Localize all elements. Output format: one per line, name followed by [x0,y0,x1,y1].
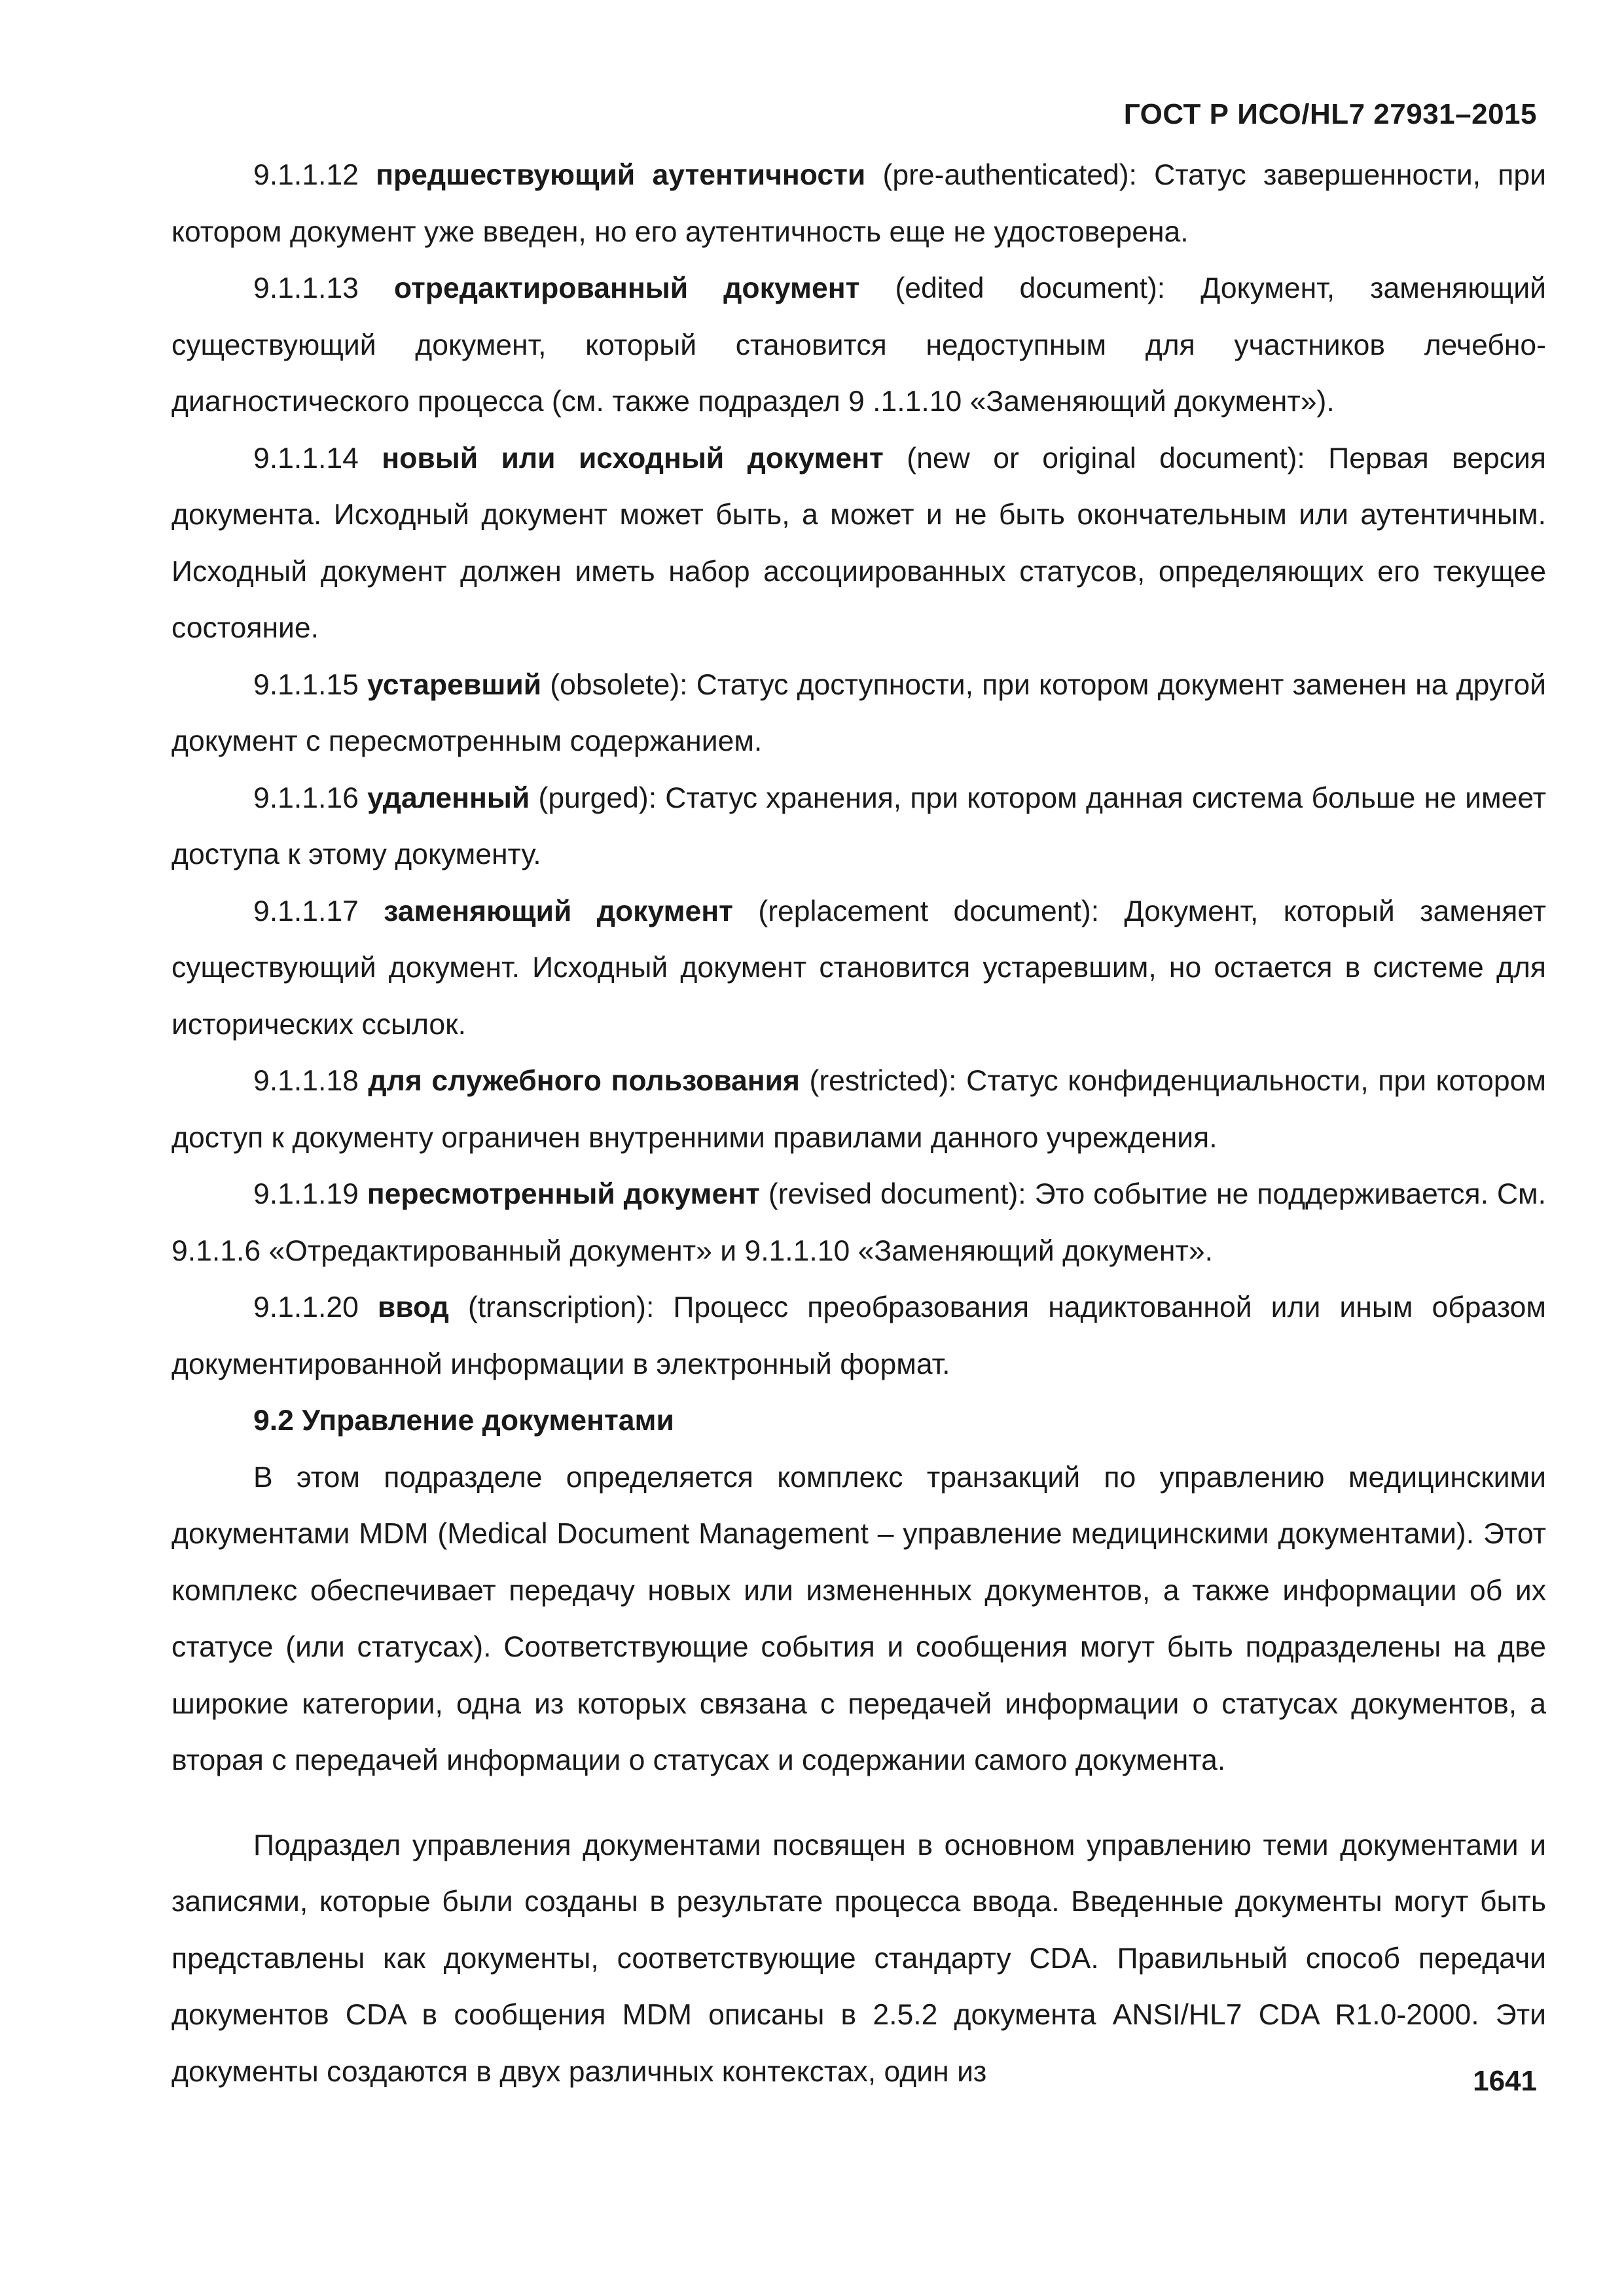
definition-text: (replacement document): Документ, который заменяет существующий документ. Исходный документ становится устаревшим, но остается в системе для исторических ссылок. [171,895,1546,1041]
definition-number: 9.1.1.15 [253,668,359,701]
definition-text: (purged): Статус хранения, при котором данная система больше не имеет доступа к этому документу. [171,781,1546,870]
definition-number: 9.1.1.18 [253,1065,359,1097]
definition-term: удаленный [367,781,530,814]
definition-number: 9.1.1.16 [253,781,359,814]
definition-term: ввод [377,1291,449,1323]
definition-number: 9.1.1.19 [253,1178,359,1210]
section-paragraph: В этом подразделе определяется комплекс транзакций по управлению медицинскими документами MDM (Medical Document Management – управление медицинскими документами). Этот комплекс обеспечивает передачу новых или измененных документов, а также информации об их статусе (или статусах). Соответствующие события и сообщения могут быть подразделены на две широкие категории, одна из которых связана с передачей информации о статусах документов, а вторая с передачей информации о статусах и содержании самого документа. [171,1461,1546,1776]
definition-9-1-1-14 [171,431,1546,657]
page-number: 1641 [1473,2065,1537,2097]
definition-text: (restricted): Статус конфиденциальности, при котором доступ к документу ограничен внутренними правилами данного учреждения. [171,1065,1546,1154]
definition-9-1-1-15 [171,657,1546,770]
section-heading: 9.2 Управление документами [253,1405,674,1437]
definition-number: 9.1.1.17 [253,895,359,927]
definition-number: 9.1.1.13 [253,272,359,304]
definition-text: (pre-authenticated): Статус завершенности, при котором документ уже введен, но его аутентичность еще не удостоверена. [171,159,1546,248]
definition-9-1-1-18 [171,1053,1546,1166]
definition-text: (transcription): Процесс преобразования надиктованной или иным образом документированной информации в электронный формат. [171,1291,1546,1380]
definition-text: (revised document): Это событие не поддерживается. См. 9.1.1.6 «Отредактированный документ» и 9.1.1.10 «Заменяющий документ». [171,1178,1546,1267]
section-paragraph: Подраздел управления документами посвящен в основном управлению теми документами и записями, которые были созданы в результате процесса ввода. Введенные документы могут быть представлены как документы, соответствующие стандарту CDA. Правильный способ передачи документов CDA в сообщения MDM описаны в 2.5.2 документа ANSI/HL7 CDA R1.0-2000. Эти документы создаются в двух различных контекстах, один из [171,1829,1546,2088]
definition-number: 9.1.1.20 [253,1291,359,1323]
definition-9-1-1-20 [171,1280,1546,1393]
definition-text: (edited document): Документ, заменяющий существующий документ, который становится недоступным для участников лечебно-диагностического процесса (см. также подраздел 9 .1.1.10 «Заменяющий документ»). [171,272,1546,418]
definition-9-1-1-13 [171,260,1546,431]
definition-term: новый или исходный документ [382,442,884,475]
definition-term: устаревший [367,668,542,701]
page-header-doc-id: ГОСТ Р ИСО/HL7 27931–2015 [1123,98,1537,130]
definition-term: отредактированный документ [393,272,860,304]
definition-number: 9.1.1.14 [253,442,359,475]
definition-9-1-1-16 [171,770,1546,884]
definition-9-1-1-19 [171,1166,1546,1280]
page-body [171,147,1546,2100]
definition-term: пересмотренный документ [367,1178,760,1210]
definition-9-1-1-17 [171,884,1546,1054]
definition-term: заменяющий документ [384,895,733,927]
definition-text: (obsolete): Статус доступности, при котором документ заменен на другой документ с пересмотренным содержанием. [171,668,1546,757]
definition-text: (new or original document): Первая версия документа. Исходный документ может быть, а может и не быть окончательным или аутентичным. Исходный документ должен иметь набор ассоциированных статусов, определяющих его текущее состояние. [171,442,1546,644]
definition-9-1-1-12 [171,147,1546,260]
definition-term: для служебного пользования [368,1065,800,1097]
definition-number: 9.1.1.12 [253,159,359,191]
definition-term: предшествующий аутентичности [376,159,866,191]
